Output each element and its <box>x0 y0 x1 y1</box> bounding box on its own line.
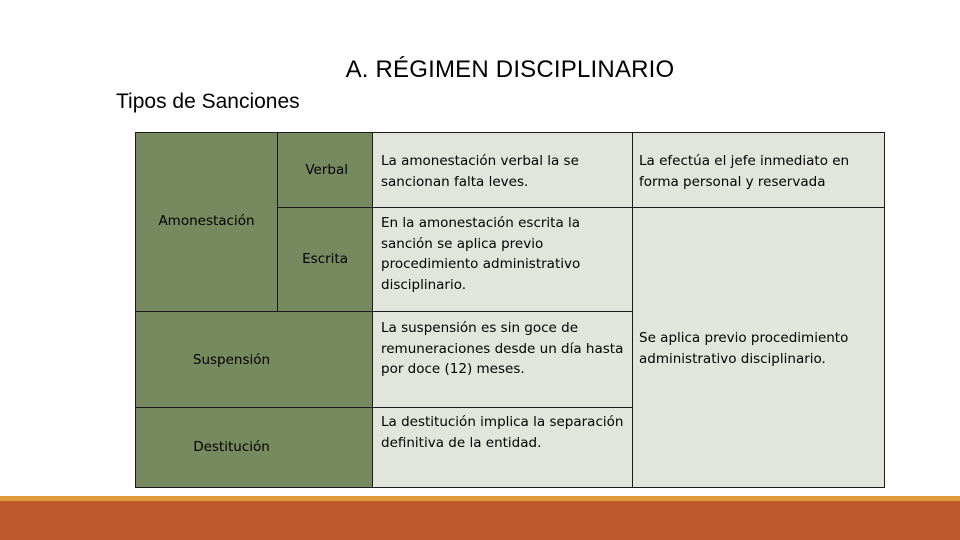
verbal-description: La amonestación verbal la se sancionan falta leves. <box>381 153 579 190</box>
amonestacion-label: Amonestación <box>158 212 255 229</box>
verbal-note: La efectúa el jefe inmediato en forma personal y reservada <box>639 153 850 190</box>
suspension-label: Suspensión <box>192 351 271 368</box>
suspension-description-cell <box>372 311 633 408</box>
escrita-description: En la amonestación escrita la sanción se aplica previo procedimiento administrativo disciplinario. <box>381 215 581 293</box>
verbal-description-cell <box>372 132 633 208</box>
verbal-note-cell <box>632 132 885 208</box>
destitucion-label: Destitución <box>193 438 270 455</box>
escrita-description-cell <box>372 207 633 312</box>
footer-bar <box>0 496 960 540</box>
escrita-label: Escrita <box>302 251 348 268</box>
destitucion-description: La destitución implica la separación definitiva de la entidad. <box>381 414 624 451</box>
shared-note-cell <box>632 207 885 488</box>
suspension-description: La suspensión es sin goce de remuneraciones desde un día hasta por doce (12) meses. <box>381 320 624 377</box>
suspension-cell <box>135 311 373 408</box>
destitucion-cell <box>135 407 373 488</box>
shared-note: Se aplica previo procedimiento administrativo disciplinario. <box>639 330 849 367</box>
verbal-cell <box>277 132 373 208</box>
page-title: A. RÉGIMEN DISCIPLINARIO <box>345 56 675 83</box>
amonestacion-cell <box>135 132 278 312</box>
page-subtitle: Tipos de Sanciones <box>116 90 300 113</box>
sanctions-table <box>135 132 885 488</box>
escrita-cell <box>277 207 373 312</box>
destitucion-description-cell <box>372 407 633 488</box>
verbal-label: Verbal <box>305 161 348 178</box>
